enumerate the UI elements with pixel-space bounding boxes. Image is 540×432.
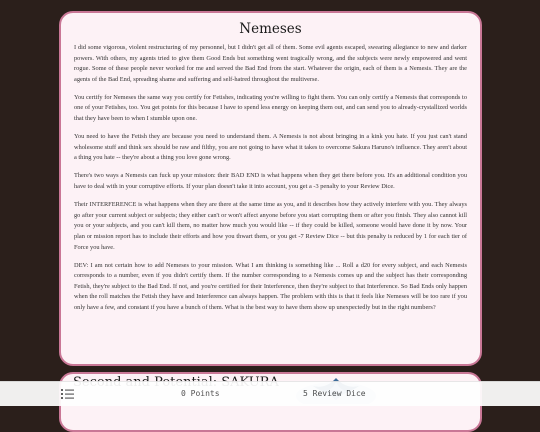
points-counter: 0 Points [181,389,220,398]
card-title: Nemeses [239,21,302,37]
menu-list-icon[interactable] [61,388,74,400]
paragraph-origin: I did some vigorous, violent restructuring of my personnel, but I didn't get all of them. Some evil agents escaped, swearing allegiance to new and darker powers. With others, my agents tried to give them Good Ends but something went tragically wrong, and the subjects were newly empowered and went rogue. Some of these people never worked for me and served the Bad End from the start. Whatever the origin, each of them is a Nemesis. They are the agents of the Bad End, spreading shame and suffering and self-hatred throughout the multiverse. [74,44,467,83]
paragraph-interference: Their INTERFERENCE is what happens when they are there at the same time as you, and it describes how they actively interfere with you. They always go after your current subject or subjects; they either can't or won't affect anyone before you start corrupting them or after you finish. They also cannot kill you or your subjects, and you can't kill them, no matter how much you would like -- if they could be killed, someone would have done it by now. Your plan or mission report has to include their efforts and how you thwart them, or you get -7 Review Dice -- but this penalty is reduced by 1 for each tier of Force you have. [74,201,467,251]
paragraph-certify: You certify for Nemeses the same way you certify for Fetishes, indicating you're willing to fight them. You can only certify a Nemesis that corresponds to one of your Fetishes, too. You get points for this because I have to spend less energy on keeping them out, and can send you to already-crystallized worlds that they have been to when I stumble upon one. [74,93,467,123]
paragraph-fetish: You need to have the Fetish they are because you need to understand them. A Nemesis is not about bringing in a kink you hate. If you just can't stand wholesome stuff and think sex should be raw and filthy, you are not going to have what it takes to overcome Sakura Haruno's influence. They aren't about a thing you hate -- they're about a thing you love gone wrong. [74,133,467,162]
paragraph-bad-end: There's two ways a Nemesis can fuck up your mission: their BAD END is what happens when they get there before you. It's an additional condition you have to deal with in your corruptive efforts. If your plan doesn't take it into account, you get a -3 penalty to your Review Dice. [74,172,467,191]
bottom-status-bar [0,381,540,406]
paragraph-dev-note: DEV: I am not certain how to add Nemeses to your mission. What I am thinking is something like ... Roll a d20 for every subject, and each Nemesis corresponds to a number, even if you didn't certify them. If the number corresponding to a Nemesis comes up and the subject has their corresponding Fetish, they're subject to the Bad End. If not, and you're certified for their Interference, then they're subject to that Interference. So Bad Ends only happen when the roll matches the Fetish they have and Interference can always happen. The problem with this is that it feels like Nemeses will be too rare if you only have a few, and constant if you have a bunch of them. What is the best way to have them show up unexpectedly but in the right numbers? [74,261,467,311]
nemeses-card [59,11,482,366]
review-dice-counter: 5 Review Dice [303,389,366,398]
